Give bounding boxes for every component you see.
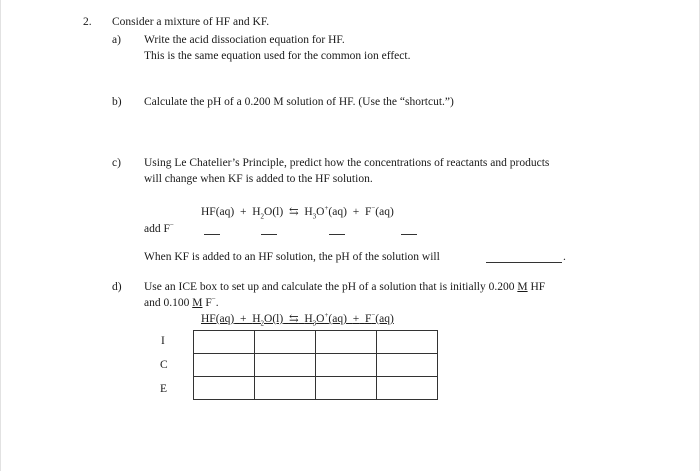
ice-row-label-change: C bbox=[160, 359, 168, 371]
ice-cell[interactable] bbox=[194, 377, 255, 400]
plus-sign: + bbox=[352, 206, 360, 218]
product-fluoride: F−(aq) bbox=[364, 204, 394, 218]
answer-blank-fluoride[interactable] bbox=[401, 234, 417, 235]
ice-cell[interactable] bbox=[194, 331, 255, 354]
ice-cell[interactable] bbox=[255, 354, 316, 377]
answer-blank-hydronium[interactable] bbox=[329, 234, 345, 235]
reactant-water: $H_2O(l)$ bbox=[252, 206, 284, 221]
part-c-line1: Using Le Chatelier’s Principle, predict how the concentrations of reactants and products bbox=[144, 157, 550, 169]
equilibrium-arrow-icon: ⇆ bbox=[288, 206, 299, 218]
ice-cell[interactable] bbox=[316, 354, 377, 377]
ph-answer-blank[interactable] bbox=[486, 262, 562, 263]
ice-cell[interactable] bbox=[316, 331, 377, 354]
part-a-line2: This is the same equation used for the common ion effect. bbox=[144, 50, 411, 62]
ph-conclusion-text: When KF is added to an HF solution, the pH of the solution will bbox=[144, 251, 440, 263]
reaction-equation-d bbox=[201, 311, 394, 328]
product-hydronium: $H_3O^+(aq)$ bbox=[304, 311, 347, 328]
product-fluoride: F−(aq) bbox=[364, 311, 394, 325]
plus-sign: + bbox=[239, 313, 247, 325]
ice-cell[interactable] bbox=[255, 377, 316, 400]
part-a-letter: a) bbox=[112, 34, 121, 46]
plus-sign: + bbox=[239, 206, 247, 218]
problem-number: 2. bbox=[83, 16, 92, 28]
ice-cell[interactable] bbox=[194, 354, 255, 377]
reactant-hf: HF(aq) bbox=[201, 206, 235, 218]
ice-cell[interactable] bbox=[377, 354, 438, 377]
ph-conclusion-period: . bbox=[563, 251, 566, 263]
part-b-text: Calculate the pH of a 0.200 M solution of HF. (Use the “shortcut.”) bbox=[144, 96, 454, 108]
ice-cell[interactable] bbox=[316, 377, 377, 400]
ice-cell[interactable] bbox=[255, 331, 316, 354]
part-c-letter: c) bbox=[112, 157, 121, 169]
reactant-water: $H_2O(l)$ bbox=[252, 313, 284, 328]
ice-table bbox=[193, 330, 438, 400]
reactant-hf: HF(aq) bbox=[201, 313, 235, 325]
plus-sign: + bbox=[352, 313, 360, 325]
ice-row-initial bbox=[194, 331, 438, 354]
answer-blank-hf[interactable] bbox=[204, 234, 220, 235]
ice-row-label-initial: I bbox=[161, 335, 165, 347]
ice-row-equilibrium bbox=[194, 377, 438, 400]
add-fluoride-label: add F− bbox=[144, 221, 174, 235]
equilibrium-arrow-icon: ⇆ bbox=[288, 313, 299, 325]
product-hydronium: $H_3O^+(aq)$ bbox=[304, 204, 347, 221]
answer-blank-water[interactable] bbox=[261, 234, 277, 235]
page-left-edge bbox=[0, 0, 1, 471]
part-b-letter: b) bbox=[112, 96, 122, 108]
part-d-line1: Use an ICE box to set up and calculate the pH of a solution that is initially 0.200 M HF bbox=[144, 281, 546, 293]
part-c-line2: will change when KF is added to the HF solution. bbox=[144, 173, 373, 185]
ice-cell[interactable] bbox=[377, 331, 438, 354]
problem-intro: Consider a mixture of HF and KF. bbox=[112, 16, 270, 28]
ice-row-label-equilibrium: E bbox=[160, 383, 168, 395]
reaction-equation-c bbox=[201, 204, 394, 221]
ice-row-change bbox=[194, 354, 438, 377]
ice-cell[interactable] bbox=[377, 377, 438, 400]
part-d-line2: and 0.100 M F−. bbox=[144, 295, 219, 309]
part-a-line1: Write the acid dissociation equation for HF. bbox=[144, 34, 345, 46]
part-d-letter: d) bbox=[112, 281, 122, 293]
